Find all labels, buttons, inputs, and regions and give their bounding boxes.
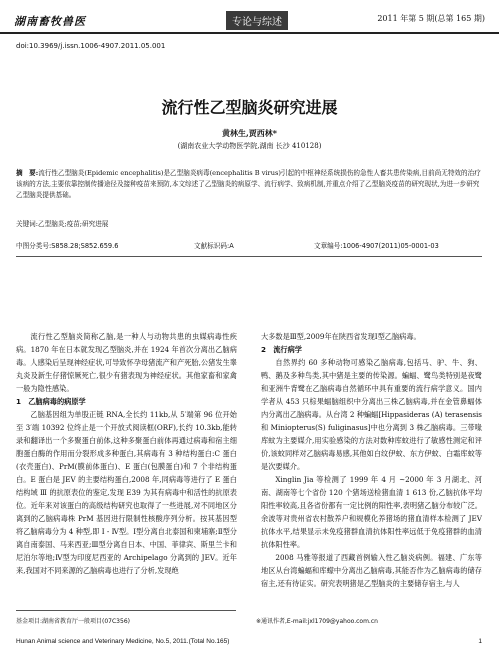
page-header — [0, 8, 499, 34]
affiliation-line: (湖南农业大学动物医学院,湖南 长沙 410128) — [177, 142, 322, 150]
page-number: 1 — [478, 638, 482, 645]
journal-name: 湖南畜牧兽医 — [14, 15, 86, 28]
fund-note: 基金项目:湖南省教育厅一般项目(07C356) — [16, 618, 130, 625]
footnote-divider — [16, 610, 236, 611]
document-code: 文献标识码:A — [194, 242, 234, 250]
section-heading: 1 乙脑病毒的病原学 — [16, 397, 86, 406]
keywords: 关键词:乙型脑炎;疫苗;研究进展 — [16, 220, 109, 228]
issue-info: 2011 年第 5 期(总第 165 期) — [377, 14, 485, 23]
clc-number: 中图分类号:S858.28;S852.659.6 — [16, 242, 119, 250]
corresponding-note: ※通讯作者,E-mail:jxl1709@yahoo.com.cn — [256, 618, 378, 625]
article-title: 流行性乙型脑炎研究进展 — [161, 98, 338, 117]
section-badge: 专论与综述 — [226, 11, 288, 30]
right-column — [261, 330, 482, 590]
left-column — [16, 330, 237, 577]
body-paragraph: 2008 马雅等报道了西藏首例输入性乙脑炎病例。福建、广东等地区从台湾蝙蝠和库蠓中分离出乙脑病毒,其能否作为乙脑病毒的储存宿主,还有待证实。研究表明猪是乙型脑炎的主要储存宿主,与人 — [261, 553, 482, 588]
doi-line: doi:10.3969/j.issn.1006-4907.2011.05.001 — [16, 42, 166, 50]
abstract — [16, 168, 482, 201]
body-paragraph: 流行性乙型脑炎简称乙脑,是一种人与动物共患的虫媒病毒性疾病。1870 年在日本就发现乙型脑炎,并在 1924 年首次分离出乙脑病毒。人感染后呈现神经症状,可导致怀孕母猪流产和产死胎,公猪发生睾丸炎及新生仔猪惊厥死亡,很少有猪表现为神经症状。其他家畜和家禽一般为隐性感染。 — [16, 332, 237, 393]
article-number: 文章编号:1006-4907(2011)05-0001-03 — [314, 242, 439, 250]
body-paragraph: 自然界约 60 多种动物可感染乙脑病毒,包括马、驴、牛、狗、鸭、鹅及多种鸟类,其中猪是主要的传染源。蝙蝠、鹭鸟类特别是夜鹭和亚洲牛背鹭在乙脑病毒自然循环中具有重要的流行病学意义。国内学者从 453 只棕果蝠脑组织中分离出三株乙脑病毒,并在金管鼻蝠体内分离出乙脑病毒。从台湾 2 种蝙蝠[Hippasideras (A) terasensis 和 Miniopterus(S) fuliginasus]中也分离到 3 株乙脑病毒。三带喙库蚊为主要媒介,用实验感染的方法对数种库蚊进行了敏感性测定和评价,该蚊同样对乙脑病毒易感,其他如白纹伊蚊、东方伊蚊、白霜库蚊等是次要媒介。 — [261, 358, 482, 471]
section-heading: 2 流行病学 — [261, 345, 302, 354]
body-paragraph: 大多数是Ⅲ型,2009年在陕西省发现Ⅰ型乙脑病毒。 — [261, 332, 421, 341]
author-line: 黄林生,贾西林* — [222, 128, 277, 138]
journal-english: Hunan Animal science and Veterinary Medicine, No.5, 2011.(Total No.165) — [16, 638, 230, 645]
section-divider — [16, 256, 482, 257]
body-paragraph: Xinglin Jia 等检测了 1999 年 4 月 ~2000 年 3 月湖北、河南、湖南等七个省份 120 个猪场送检猪血清 1 613 份,乙脑抗体平均阳性率较高,且各省份都有一定比例的阳性率,表明猪乙脑分布较广泛。余波等对贵州省农村散养户和规模化养猪场的猪血清样本检测了 JEV 抗体水平,结果显示未免疫猪群血清抗体阳性率远低于免疫猪群的血清抗体阳性率。 — [261, 475, 482, 549]
body-paragraph: 乙脑基因组为单股正链 RNA,全长约 11kb,从 5′端第 96 位开始至 3′端 10392 位终止是一个开放式阅读框(ORF),长约 10.3kb,能转录和翻译出一个多聚蛋白前体,这种多聚蛋白前体再通过病毒和宿主细胞蛋白酶的作用而分裂形成多种蛋白,其病毒有 3 种结构蛋白:C 蛋白(衣壳蛋白)、PrM(膜前体蛋白)、E 蛋白(包膜蛋白)和 7 个非结构蛋白。E 蛋白是 JEV 的主要结构蛋白,2008 年,同病毒等进行了 E 蛋白结构域 Ⅲ 的抗原表位的鉴定,发现 E39 为其有病毒中和活性的抗原表位。近年来对该蛋白的高级结构研究也取得了一些进展,对不同地区分离到的乙脑病毒株 PrM 基因进行限制性核酸序列分析。按其基因型将乙脑病毒分为 4 种型,即 Ⅰ - Ⅳ型。Ⅰ型分离自北泰国和柬埔寨;Ⅱ型分离自南泰国、马来西亚;Ⅲ型分离自日本、中国、菲律宾、斯里兰卡和尼泊尔等地;Ⅳ型为印度尼西亚的 Archipelago 分离到的 JEV。近年来,我国对不同来源的乙脑病毒也进行了分析,发现绝 — [16, 410, 237, 575]
abstract-label: 摘 要: — [16, 169, 39, 177]
abstract-text: 流行性乙型脑炎(Epidemic encephalitis)是乙型脑炎病毒(encephalitis B virus)引起的中枢神经系统损伤的急性人畜共患传染病,目前尚无特效的治疗该病的方法,主要依靠控制传播途径及接种疫苗来预防,本文综述了乙型脑炎的病原学、流行病学、致病机制,并重点介绍了乙型脑炎疫苗的研究现状,为进一步研究乙型脑炎提供基础。 — [16, 169, 481, 199]
